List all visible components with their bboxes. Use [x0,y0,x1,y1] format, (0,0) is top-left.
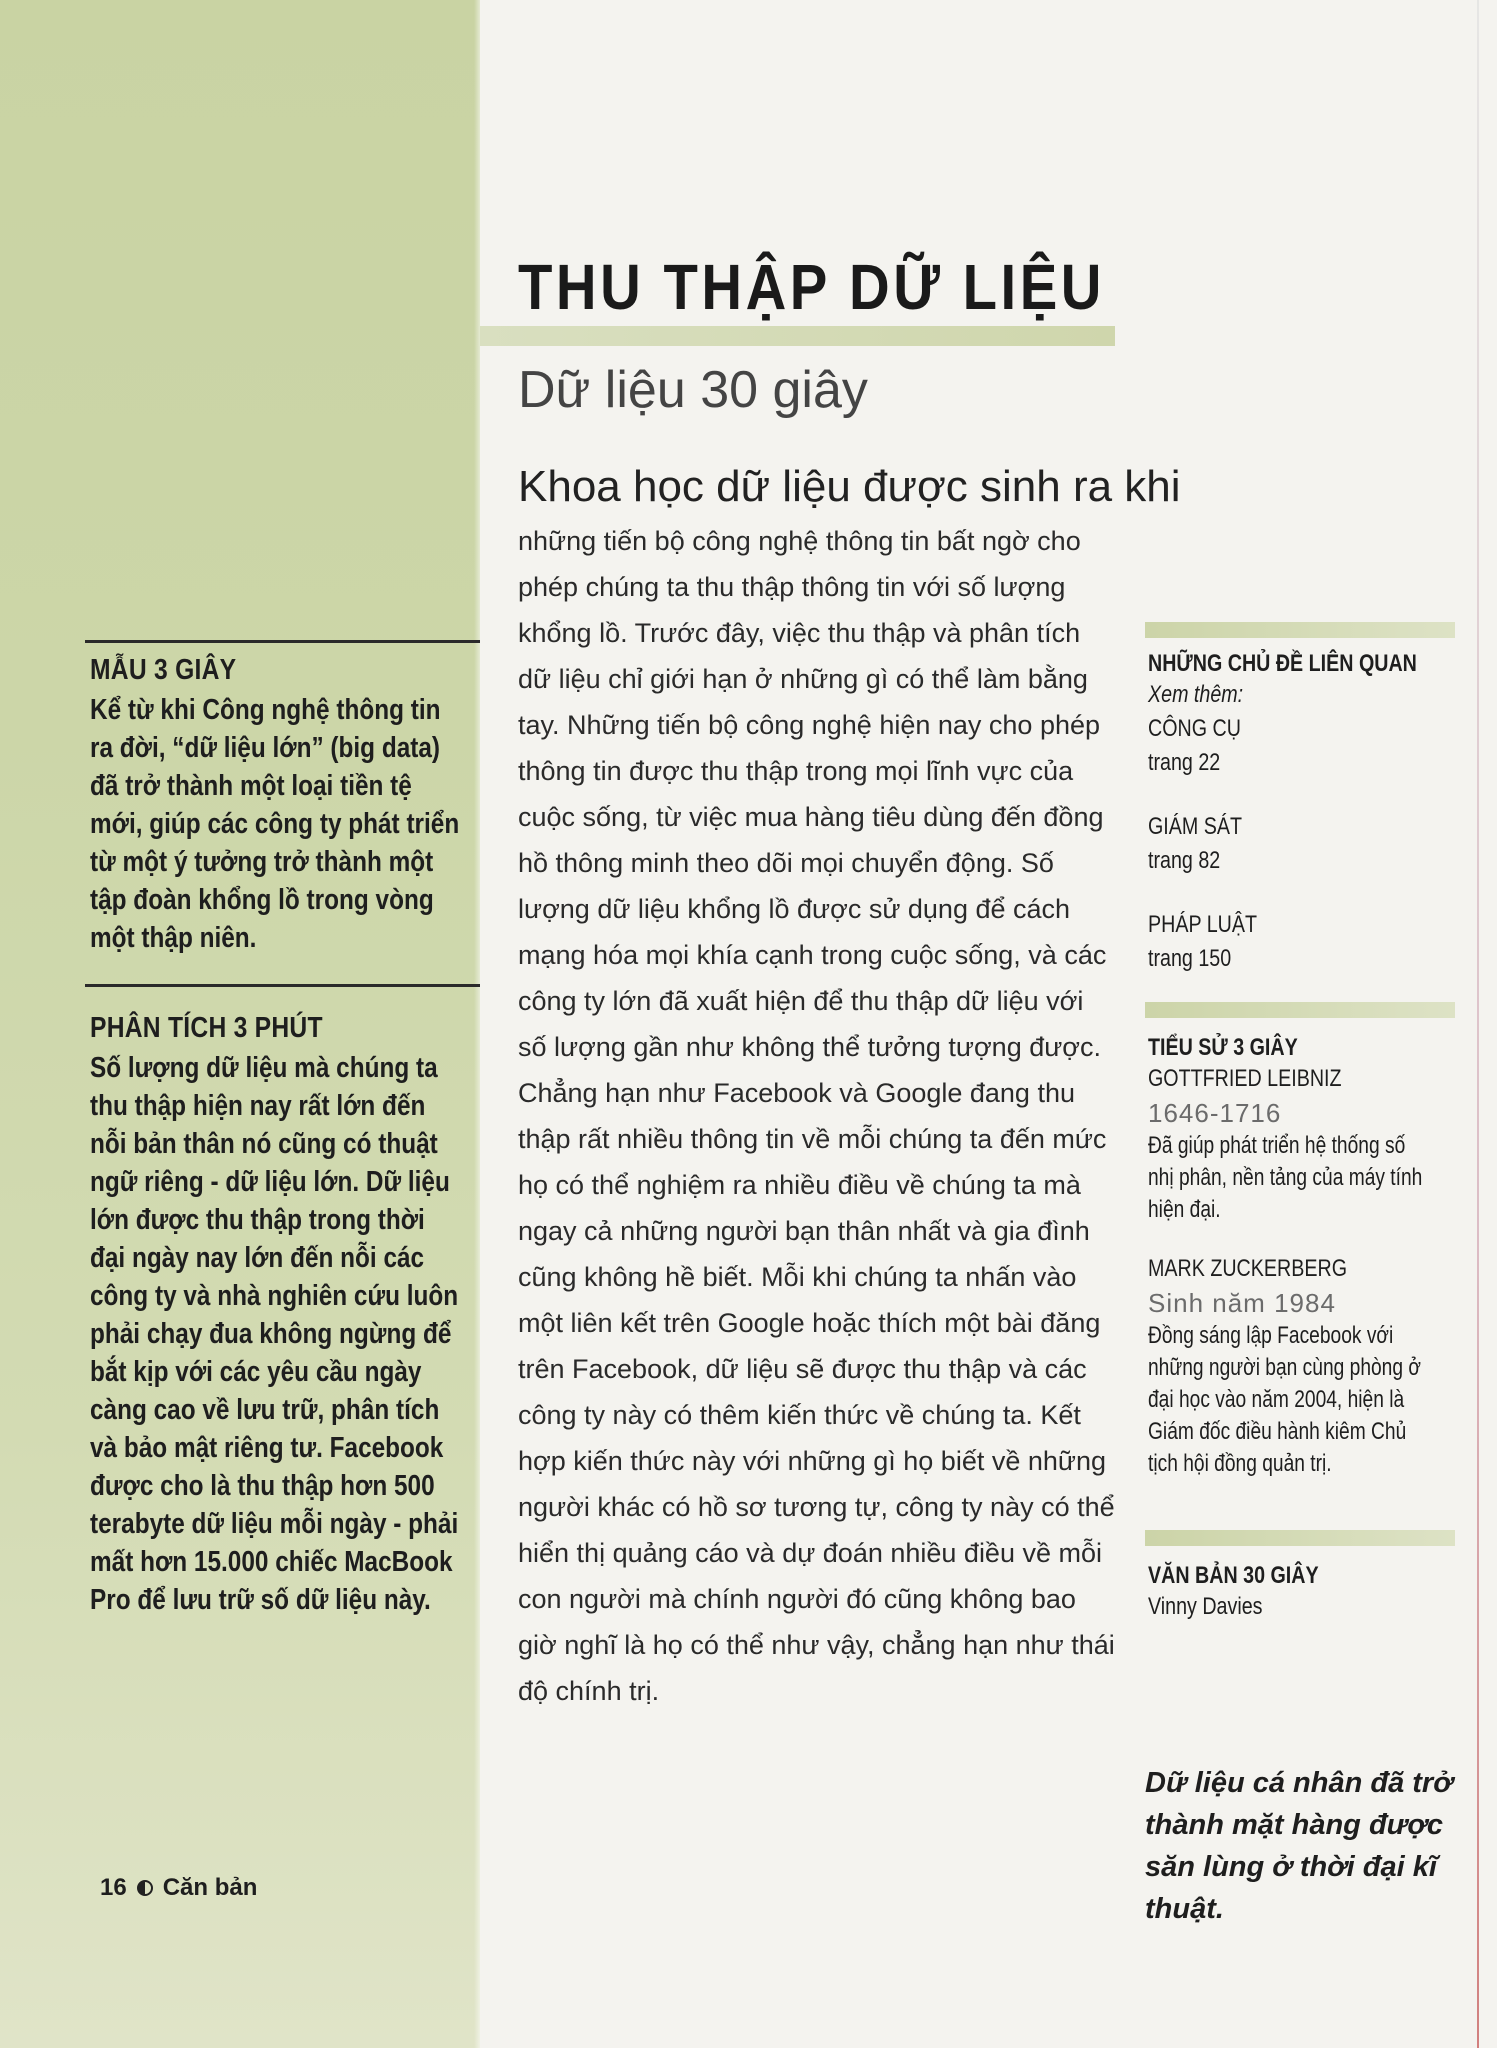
related-item-page: trang 82 [1148,847,1221,874]
title-band [480,326,1115,346]
related-item-page: trang 150 [1148,945,1232,972]
lead-sentence: Khoa học dữ liệu được sinh ra khi [518,462,1181,511]
three-minute-analysis-heading: PHÂN TÍCH 3 PHÚT [90,1012,323,1044]
related-band [1145,622,1455,638]
bio-person-years: 1646-1716 [1148,1098,1282,1128]
bio-person-name: GOTTFRIED LEIBNIZ [1148,1065,1342,1092]
pull-quote: Dữ liệu cá nhân đã trở thành mặt hàng được săn lùng ở thời đại kĩ thuật. [1145,1767,1453,1925]
half-circle-icon [137,1880,153,1896]
bio-person-name: MARK ZUCKERBERG [1148,1255,1348,1282]
three-second-sample-heading: MẪU 3 GIÂY [90,654,237,686]
related-item-name: GIÁM SÁT [1148,813,1243,840]
three-second-sample-text: Kể từ khi Công nghệ thông tin ra đời, “dữ liệu lớn” (big data) đã trở thành một loại tiền tệ mới, giúp các công ty phát triển từ một ý tưởng trở thành một tập đoàn khổng lồ trong vòng một thập niên. [90,694,460,954]
related-topics [1148,650,1458,976]
related-item-name: PHÁP LUẬT [1148,911,1258,938]
three-second-sample-box [90,654,470,957]
author-band [1145,1530,1455,1546]
page-number: 16 [100,1874,127,1901]
bio-person-desc: Đã giúp phát triển hệ thống số nhị phân, nền tảng của máy tính hiện đại. [1148,1132,1423,1223]
three-second-bio [1148,1034,1458,1480]
page-subtitle: Dữ liệu 30 giây [518,361,868,419]
related-item-page: trang 22 [1148,749,1221,776]
page-edge [1477,0,1479,2048]
author-heading: VĂN BẢN 30 GIÂY [1148,1562,1319,1589]
body-text: những tiến bộ công nghệ thông tin bất ngờ cho phép chúng ta thu thập thông tin với số lượng khổng lồ. Trước đây, việc thu thập và phân tích dữ liệu chỉ giới hạn ở những gì có thể làm bằng tay. Những tiến bộ công nghệ hiện nay cho phép thông tin được thu thập trong mọi lĩnh vực của cuộc sống, từ việc mua hàng tiêu dùng đến đồng hồ thông minh theo dõi mọi chuyển động. Số lượng dữ liệu khổng lồ được sử dụng để cách mạng hóa mọi khía cạnh trong cuộc sống, và các công ty lớn đã xuất hiện để thu thập dữ liệu với số lượng gần như không thể tưởng tượng được. Chẳng hạn như Facebook và Google đang thu thập rất nhiều thông tin về mỗi chúng ta đến mức họ có thể nghiệm ra nhiều điều về chúng ta mà ngay cả những người bạn thân nhất và gia đình cũng không hề biết. Mỗi khi chúng ta nhấn vào một liên kết trên Google hoặc thích một bài đăng trên Facebook, dữ liệu sẽ được thu thập và các công ty này có thêm kiến thức về chúng ta. Kết hợp kiến thức này với những gì họ biết về những người khác có hồ sơ tương tự, công ty này có thể hiển thị quảng cáo và dự đoán nhiều điều về mỗi con người mà chính người đó cũng không bao giờ nghĩ là họ có thể như vậy, chẳng hạn như thái độ chính trị. [518,526,1115,1706]
section-name: Căn bản [162,1874,258,1901]
box2-top-rule [85,984,480,987]
bio-person-desc: Đồng sáng lập Facebook với những người bạn cùng phòng ở đại học vào năm 2004, hiện là Giám đốc điều hành kiêm Chủ tịch hội đồng quản trị. [1148,1322,1421,1477]
bio-heading: TIỂU SỬ 3 GIÂY [1148,1034,1298,1061]
related-topics-heading: NHỮNG CHỦ ĐỀ LIÊN QUAN [1148,650,1417,677]
bio-band [1145,1002,1455,1018]
thirty-second-text-author [1148,1562,1458,1624]
page-footer [100,1874,257,1902]
related-item-name: CÔNG CỤ [1148,715,1241,742]
page-title: THU THẬP DỮ LIỆU [518,251,1105,323]
three-minute-analysis-box [90,1012,470,1619]
author-name: Vinny Davies [1148,1593,1263,1620]
bio-person-years: Sinh năm 1984 [1148,1288,1336,1318]
box1-top-rule [85,640,480,643]
see-also-label: Xem thêm: [1148,681,1244,708]
three-minute-analysis-text: Số lượng dữ liệu mà chúng ta thu thập hiện nay rất lớn đến nỗi bản thân nó cũng có thuật ngữ riêng - dữ liệu lớn. Dữ liệu lớn được thu thập trong thời đại ngày nay lớn đến nỗi các công ty và nhà nghiên cứu luôn phải chạy đua không ngừng để bắt kịp với các yêu cầu ngày càng cao về lưu trữ, phân tích và bảo mật riêng tư. Facebook được cho là thu thập hơn 500 terabyte dữ liệu mỗi ngày - phải mất hơn 15.000 chiếc MacBook Pro để lưu trữ số dữ liệu này. [90,1052,459,1616]
